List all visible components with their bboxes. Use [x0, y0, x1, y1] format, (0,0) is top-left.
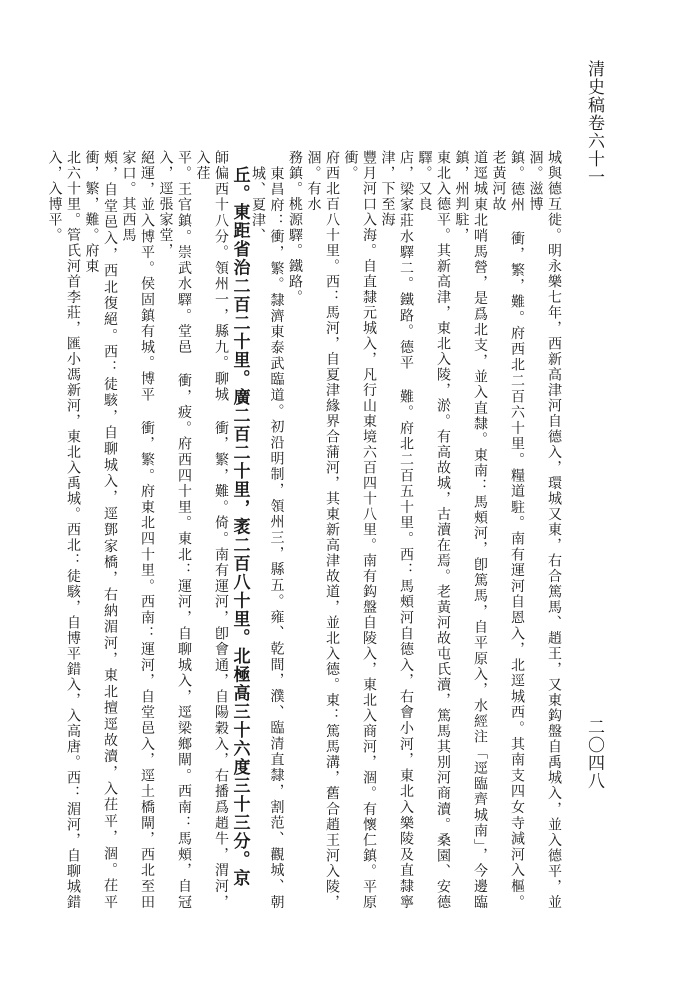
body-text [45, 150, 563, 910]
text-column: 北六十里。管氏河首李莊，匯小馮新河，東北入禹城。西北：徒駭，自博平錯入，入高唐。西：湄河，自聊城錯入，入博平。 [46, 150, 81, 910]
text-column: 務鎮。桃源驛。鐵路。 [287, 150, 303, 305]
text-column: 丘。東距省治二百二十里。廣二百二十里，袤二百八十里。北極高三十六度三十三分。京 [229, 166, 250, 888]
text-column: 鎮。德州 衝，繁，難。府西北二百六十里。糧道駐。南有運河自恩入，北逕城西。其南支四女寺減河入樞。老黃河故 [490, 150, 525, 910]
text-column: 平。王官鎮。崇武水驛。堂邑 衝，疲。府西四十里。東北：運河，自聊城入，逕梁鄉閘。西南：馬頰，自冠入，逕張家堂， [157, 150, 192, 910]
text-column: 道逕城東北哨馬營，是爲北支，並入直隸。東南：馬頰河，卽篤馬，自平原入，水經注「逕臨齊城南」，今邊臨鎮，州判駐， [453, 150, 488, 910]
text-column: 東昌府：衝，繁。隸濟東泰武臨道。初沿明制，領州三，縣五。雍、乾間，濮、臨清直隸，割范、觀城、朝城、夏津、 [250, 166, 285, 910]
text-column: 府西北百八十里。西：馬河，自夏津緣界合蒲河，其東新高津故道，並北入德。東：篤馬溝，舊合趙王河入陵，涸。有水 [305, 150, 340, 910]
text-column: 頰，自堂邑入，西北復絕。西：徒駭，自聊城入，逕鄧家橋，右納湄河，東北擅逕故瀆，入茌平，涸。茌平 衝，繁，難。府東 [83, 150, 118, 910]
text-column: 絕運，並入博平。侯固鎮有城。博平 衝，繁。府東北四十里。西南：運河，自堂邑入，逕土橋閘，西北至田家口。其西馬 [120, 150, 155, 910]
text-column: 店，梁家莊水驛二。鐵路。德平 難。府北二百五十里。西：馬頰河自德入，右會小河，東北入樂陵及直隸寧津，下至海 [379, 150, 414, 910]
running-title: 清史稿卷六十一 [584, 60, 604, 186]
text-column: 豐月河口入海。自直隸元城入，凡行山東境六百四十八里。南有鈎盤自陵入，東北入商河，涸。有懷仁鎮。平原 衝。 [342, 150, 377, 910]
text-column: 東北入德平。其新高津，東北入陵，淤。有高故城，古瀆在焉。老黃河故屯氏瀆，篤馬其別河商瀆。桑園、安德驛。又良 [416, 150, 451, 910]
page-number: 二〇四八 [584, 718, 604, 790]
text-column: 師偏西十八分。領州一，縣九。聊城 衝，繁，難。倚。南有運河，卽會通，自陽穀入，右播爲趙牛，渭河，入荏 [194, 150, 229, 910]
text-column: 城與德互徙。明永樂七年，西新高津河自德入，環城又東，右合篤馬、趙王，又東鈎盤自禹城入，並入德平，並涸。滋博 [527, 150, 562, 910]
